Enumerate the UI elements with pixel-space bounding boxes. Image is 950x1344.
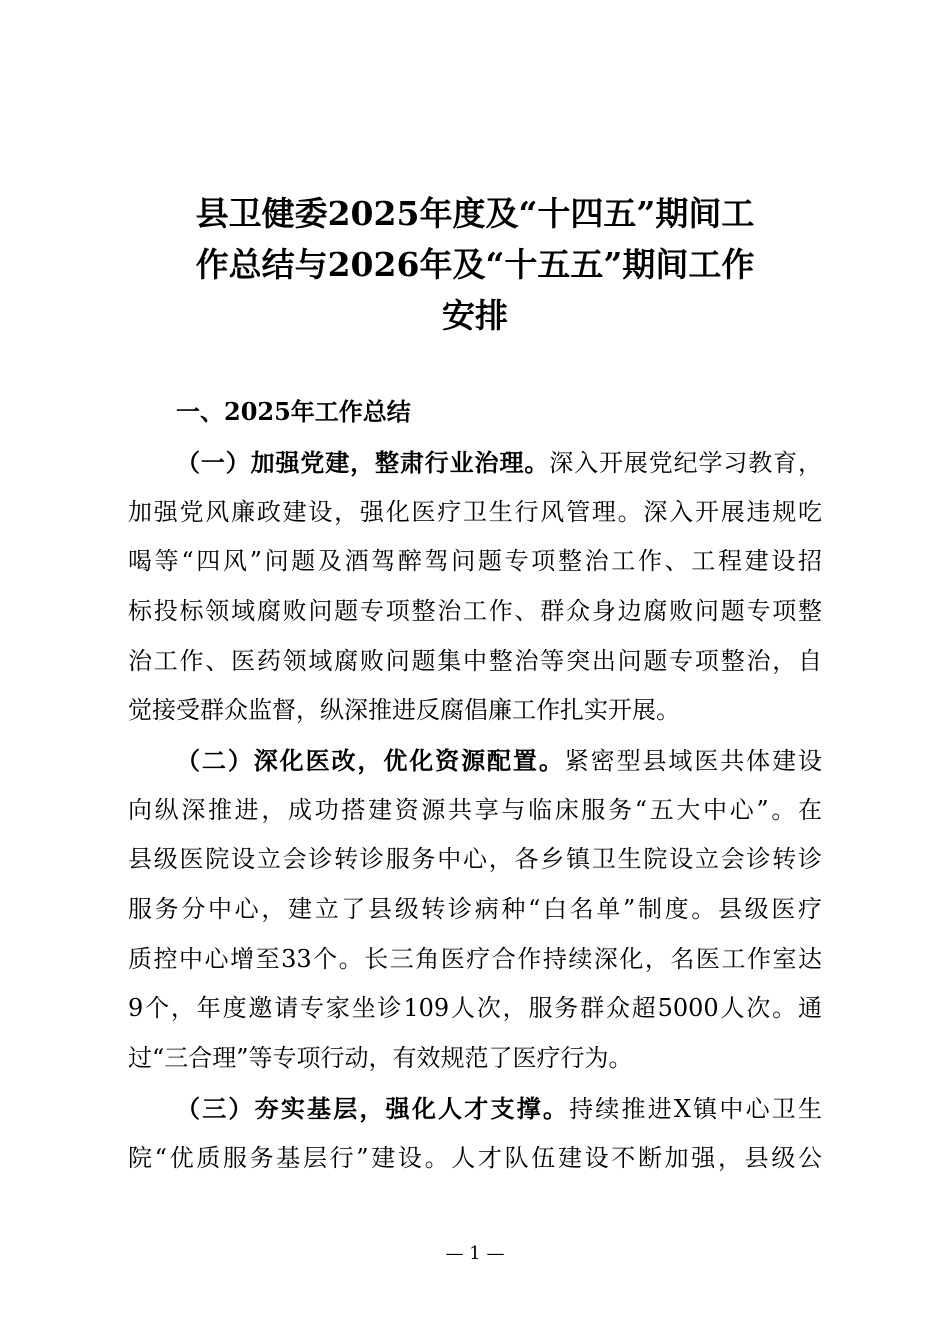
paragraph-line: 觉接受群众监督，纵深推进反腐倡廉工作扎实开展。 (128, 696, 680, 725)
paragraph-lead: （一）加强党建，整肃行业治理。 (176, 448, 550, 477)
paragraph-lead: （二）深化医改，优化资源配置。 (176, 746, 565, 775)
paragraph-line: 院“优质服务基层行”建设。人才队伍建设不断加强，县级公 (128, 1143, 822, 1172)
paragraph-line: 向纵深推进，成功搭建资源共享与临床服务“五大中心”。在 (128, 795, 822, 824)
title-line: 县卫健委2025年度及“十四五”期间工 (195, 194, 755, 233)
title-line: 安排 (442, 296, 508, 335)
paragraph-line: 质控中心增至33个。长三角医疗合作持续深化，名医工作室达 (128, 944, 822, 973)
line-text: 持续推进X镇中心卫生 (569, 1095, 823, 1123)
paragraph-line (128, 1084, 822, 1134)
section-heading: 一、2025年工作总结 (176, 397, 411, 426)
paragraph-line: 服务分中心，建立了县级转诊病种“白名单”制度。县级医疗 (128, 895, 822, 924)
paragraph-line: 加强党风廉政建设，强化医疗卫生行风管理。深入开展违规吃 (128, 497, 822, 526)
paragraph-line: 过“三合理”等专项行动，有效规范了医疗行为。 (128, 1044, 633, 1073)
document-title (128, 188, 822, 341)
paragraph-1 (128, 438, 822, 736)
paragraph-line: 治工作、医药领域腐败问题集中整治等突出问题专项整治，自 (128, 646, 822, 675)
line-text: 紧密型县域医共体建设 (564, 747, 822, 775)
paragraph-line: 标投标领域腐败问题专项整治工作、群众身边腐败问题专项整 (128, 597, 822, 626)
paragraph-line: 喝等“四风”问题及酒驾醉驾问题专项整治工作、工程建设招 (128, 547, 822, 576)
paragraph-line: 县级医院设立会诊转诊服务中心，各乡镇卫生院设立会诊转诊 (128, 845, 822, 874)
page-number: — 1 — (445, 1243, 505, 1264)
paragraph-3 (128, 1084, 822, 1183)
paragraph-lead: （三）夯实基层，强化人才支撑。 (176, 1094, 570, 1123)
paragraph-2 (128, 736, 822, 1084)
paragraph-line (128, 438, 822, 488)
line-text: 深入开展党纪学习教育， (549, 449, 823, 477)
paragraph-line: 9个，年度邀请专家坐诊109人次，服务群众超5000人次。通 (128, 994, 822, 1023)
paragraph-line (128, 736, 822, 786)
title-line: 作总结与2026年及“十五五”期间工作 (195, 245, 755, 284)
